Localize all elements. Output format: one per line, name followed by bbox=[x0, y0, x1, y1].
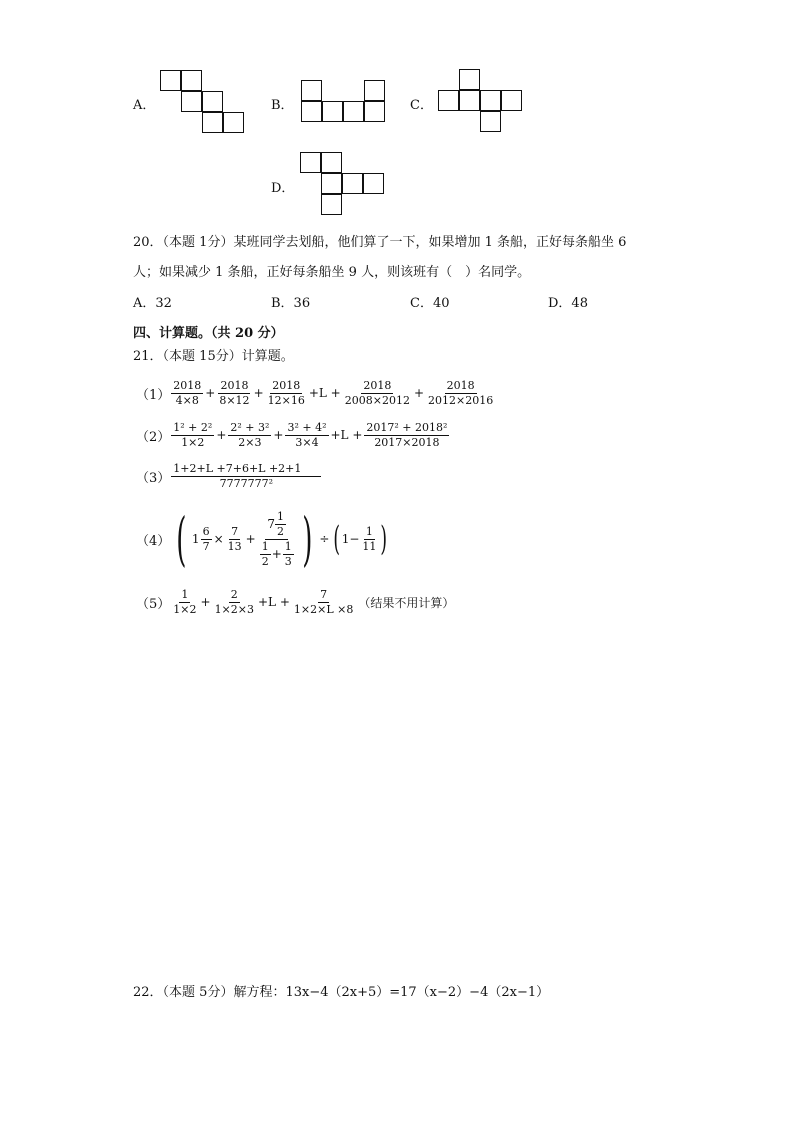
option-c-label: C． bbox=[410, 98, 433, 113]
fraction: $\frac{6}{7}$ bbox=[202, 524, 210, 553]
fraction: $\frac{2}{1\times 2\times 3}$ bbox=[214, 587, 254, 616]
left-paren: ( bbox=[176, 505, 187, 573]
expr-label: （5） bbox=[136, 596, 171, 612]
net-c-diagram bbox=[438, 69, 528, 137]
expression-3 bbox=[136, 459, 322, 493]
right-paren: ) bbox=[301, 505, 313, 573]
fraction: $\frac{2018}{2012\times 2016}$ bbox=[428, 378, 494, 407]
note: （结果不用计算） bbox=[358, 595, 455, 610]
q20-choice-a: A．32 bbox=[133, 296, 172, 311]
complex-fraction: 7 $\frac{1}{2}$ $\frac{1}{2}$ + $\frac{1}{3}$ bbox=[261, 509, 292, 568]
ellipsis: +L + bbox=[258, 595, 290, 609]
option-d-label: D． bbox=[271, 181, 295, 196]
net-d-diagram bbox=[300, 152, 390, 220]
mixed-whole: 1 bbox=[191, 532, 200, 546]
expr-label: （2） bbox=[136, 429, 171, 445]
expression-4: （4） ( 1 $\frac{6}{7}$ × $\frac{7}{13}$ + 7 $\frac{1}{2}$ $\frac{1}{2}$ + $\frac{1}{3}$ ) ÷ ( 1− $\frac{1}{11}$ ) bbox=[136, 505, 388, 573]
q20-choice-d: D．48 bbox=[548, 296, 588, 311]
fraction: $\frac{1+2+L +7+6+L +2+1}{\text{7777777²}}$ bbox=[171, 463, 321, 490]
section-title: 四、计算题。（共 20 分） bbox=[133, 326, 284, 341]
option-a-label: A． bbox=[133, 98, 156, 113]
q20-choice-b: B．36 bbox=[271, 296, 311, 311]
q20-line2: 人；如果减少 1 条船，正好每条船坐 9 人，则该班有（ ）名同学。 bbox=[133, 265, 531, 280]
fraction: $\frac{\text{2² + 3²}}{2\times 3}$ bbox=[230, 420, 270, 449]
fraction: $\frac{1}{11}$ bbox=[362, 524, 377, 553]
expr-label: （3） bbox=[136, 470, 171, 486]
q20-choice-c: C．40 bbox=[410, 296, 450, 311]
expr-label: （1） bbox=[136, 387, 171, 403]
fraction: $\frac{2018}{2008\times 2012}$ bbox=[344, 378, 410, 407]
net-a-diagram bbox=[160, 70, 250, 138]
expression-1: （1） $\frac{2018}{4\times 8}$ + $\frac{2018}{8\times 12}$ + $\frac{2018}{12\times 16}$ +L + $\frac{2018}{2008\times 2012}$ + $\frac{2018}{2012\times 2016}$ bbox=[136, 378, 494, 407]
q20-line1: 20．（本题 1分）某班同学去划船，他们算了一下，如果增加 1 条船，正好每条船坐 6 bbox=[133, 235, 627, 250]
q22-text: 22．（本题 5分）解方程：13x−4（2x+5）=17（x−2）−4（2x−1） bbox=[133, 985, 550, 1000]
q21-stem: 21．（本题 15分）计算题。 bbox=[133, 349, 294, 364]
expr-label: （4） bbox=[136, 533, 171, 549]
net-b-diagram bbox=[301, 80, 391, 126]
ellipsis: +L + bbox=[308, 386, 341, 400]
ellipsis: +L + bbox=[330, 428, 363, 442]
fraction: $\frac{7}{1\times 2\times L \times 8}$ bbox=[293, 587, 354, 616]
fraction: $\frac{\text{1² + 2²}}{1\times 2}$ bbox=[173, 420, 213, 449]
expression-5: （5） $\frac{1}{1\times 2}$ + $\frac{2}{1\times 2\times 3}$ +L + $\frac{7}{1\times 2\times L \times 8}$ （结果不用计算） bbox=[136, 587, 455, 616]
fraction: $\frac{\text{3² + 4²}}{3\times 4}$ bbox=[287, 420, 327, 449]
fraction: $\frac{\text{2017² + 2018²}}{2017\times 2018}$ bbox=[366, 420, 448, 449]
fraction: $\frac{2018}{12\times 16}$ bbox=[267, 378, 305, 407]
fraction: $\frac{7}{13}$ bbox=[227, 524, 242, 553]
fraction: $\frac{2018}{4\times 8}$ bbox=[173, 378, 202, 407]
option-b-label: B． bbox=[271, 98, 294, 113]
fraction: $\frac{2018}{8\times 12}$ bbox=[219, 378, 250, 407]
expression-2: （2） $\frac{\text{1² + 2²}}{1\times 2}$ + $\frac{\text{2² + 3²}}{2\times 3}$ + $\frac{\text{3² + 4²}}{3\times 4}$ +L + $\frac{\text{2017² + 2018²}}{2017\times 2018}$ bbox=[136, 420, 448, 449]
fraction: $\frac{1}{1\times 2}$ bbox=[173, 587, 197, 616]
